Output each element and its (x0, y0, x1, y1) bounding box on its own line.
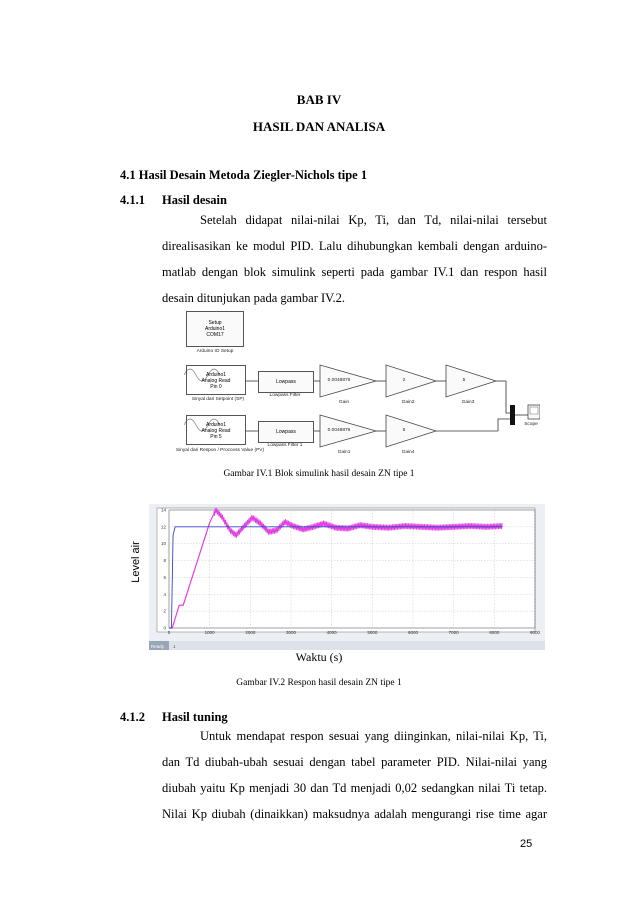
subsection-number-4-1-2: 4.1.2 (120, 710, 145, 724)
paragraph-line: Untuk mendapat respon sesuai yang diinginkan, nilai-nilai Kp, Ti, (200, 729, 547, 743)
x-tick-label: 9000 (529, 630, 541, 635)
analog-read-block-pin0 (186, 365, 246, 395)
paragraph-line: Nilai Kp diubah (dinaikkan) maksudnya adalah mengurangi rise time agar (162, 807, 547, 821)
subsection-title-4-1-2: Hasil tuning (162, 710, 228, 724)
x-tick-label: 8000 (489, 630, 500, 635)
x-axis-label: Waktu (s) (295, 650, 343, 664)
block-line: Pin 5 (210, 434, 222, 440)
y-tick-label: 0 (163, 625, 166, 631)
subsection-number-4-1-1: 4.1.1 (120, 193, 145, 207)
block-label: Sinyal dari Setpoint (SP) (191, 397, 245, 402)
status-bar (149, 641, 545, 650)
chapter-title: HASIL DAN ANALISA (252, 119, 386, 134)
gain-value: 0.0048876 (327, 378, 351, 383)
paragraph-line: dan Td diubah-ubah sesuai dengan tabel parameter PID. Nilai-nilai yang (162, 755, 547, 769)
block-label: Gain (338, 400, 350, 405)
block-label: Lowpass Filter 1 (267, 443, 303, 448)
paragraph-line: direalisasikan ke modul PID. Lalu dihubungkan kembali dengan arduino- (162, 239, 547, 253)
block-label: Gain4 (401, 450, 415, 455)
subsection-title-4-1-1: Hasil desain (162, 193, 227, 207)
y-tick-label: 12 (160, 524, 166, 530)
x-tick-label: 3000 (285, 630, 297, 635)
block-label: Gain1 (337, 450, 351, 455)
simulink-diagram (150, 305, 540, 465)
gain4-value: 5 (402, 428, 406, 433)
x-tick-label: 1000 (204, 630, 215, 635)
lowpass-filter-block: Lowpass (258, 371, 314, 393)
status-zoom: 1 (173, 644, 176, 649)
y-axis-label: Level air (130, 541, 142, 583)
response-chart (149, 504, 545, 650)
x-tick-label: 0 (167, 630, 171, 635)
block-line: Pin 0 (210, 384, 222, 390)
gain2-value: 2 (402, 378, 406, 383)
block-label: Gain3 (461, 400, 475, 405)
lowpass-filter-1-block: Lowpass (258, 421, 314, 443)
y-tick-label: 8 (163, 558, 166, 564)
analog-read-block-pin5 (186, 415, 246, 445)
chapter-number: BAB IV (296, 92, 342, 107)
paragraph-line: desain ditunjukan pada gambar IV.2. (162, 291, 346, 305)
paragraph-line: Setelah didapat nilai-nilai Kp, Ti, dan Td, nilai-nilai tersebut (200, 213, 547, 227)
page-number: 25 (520, 838, 533, 850)
x-tick-label: 6000 (407, 630, 419, 635)
block-line: Arduino1 (205, 372, 226, 378)
block-line: Arduino1 (205, 422, 226, 428)
paragraph-line: matlab dengan blok simulink seperti pada gambar IV.1 dan respon hasil (162, 265, 547, 279)
block-line: COM17 (206, 332, 224, 338)
block-line: Analog Read (201, 428, 231, 434)
section-heading-4-1: 4.1 Hasil Desain Metoda Ziegler-Nichols tipe 1 (120, 168, 368, 182)
block-line: Arduino1 (204, 326, 225, 332)
y-tick-label: 6 (163, 574, 166, 580)
block-label: Sinyal dari Respon / Proccess Value (PV) (175, 448, 265, 453)
block-line: Setup (208, 320, 222, 326)
block-label: Lowpass Filter (269, 393, 301, 398)
block-label: Scope (524, 422, 538, 427)
y-tick-label: 10 (160, 541, 166, 547)
x-tick-label: 5000 (367, 630, 378, 635)
figure-caption: Gambar IV.1 Blok simulink hasil desain ZN tipe 1 (223, 469, 415, 479)
status-label: Ready (151, 644, 165, 649)
figure-caption: Gambar IV.2 Respon hasil desain ZN tipe 1 (236, 678, 402, 688)
x-tick-label: 7000 (448, 630, 459, 635)
gain3-value: 5 (462, 378, 466, 383)
block-label: Gain2 (401, 400, 415, 405)
x-tick-label: 4000 (326, 630, 337, 635)
y-tick-label: 14 (160, 507, 166, 513)
y-tick-label: 4 (163, 591, 166, 597)
y-tick-label: 2 (163, 608, 166, 614)
gain1-value: 0.0048876 (327, 428, 351, 433)
paragraph-line: diubah yaitu Kp menjadi 30 dan Td menjadi 0,02 sedangkan nilai Ti tetap. (162, 781, 547, 795)
block-label: Arduino IO Setup (196, 349, 234, 354)
x-tick-label: 2000 (245, 630, 256, 635)
block-line: Analog Read (201, 378, 231, 384)
y-axis-label-wrap (126, 520, 148, 610)
arduino-setup-block (186, 311, 244, 347)
